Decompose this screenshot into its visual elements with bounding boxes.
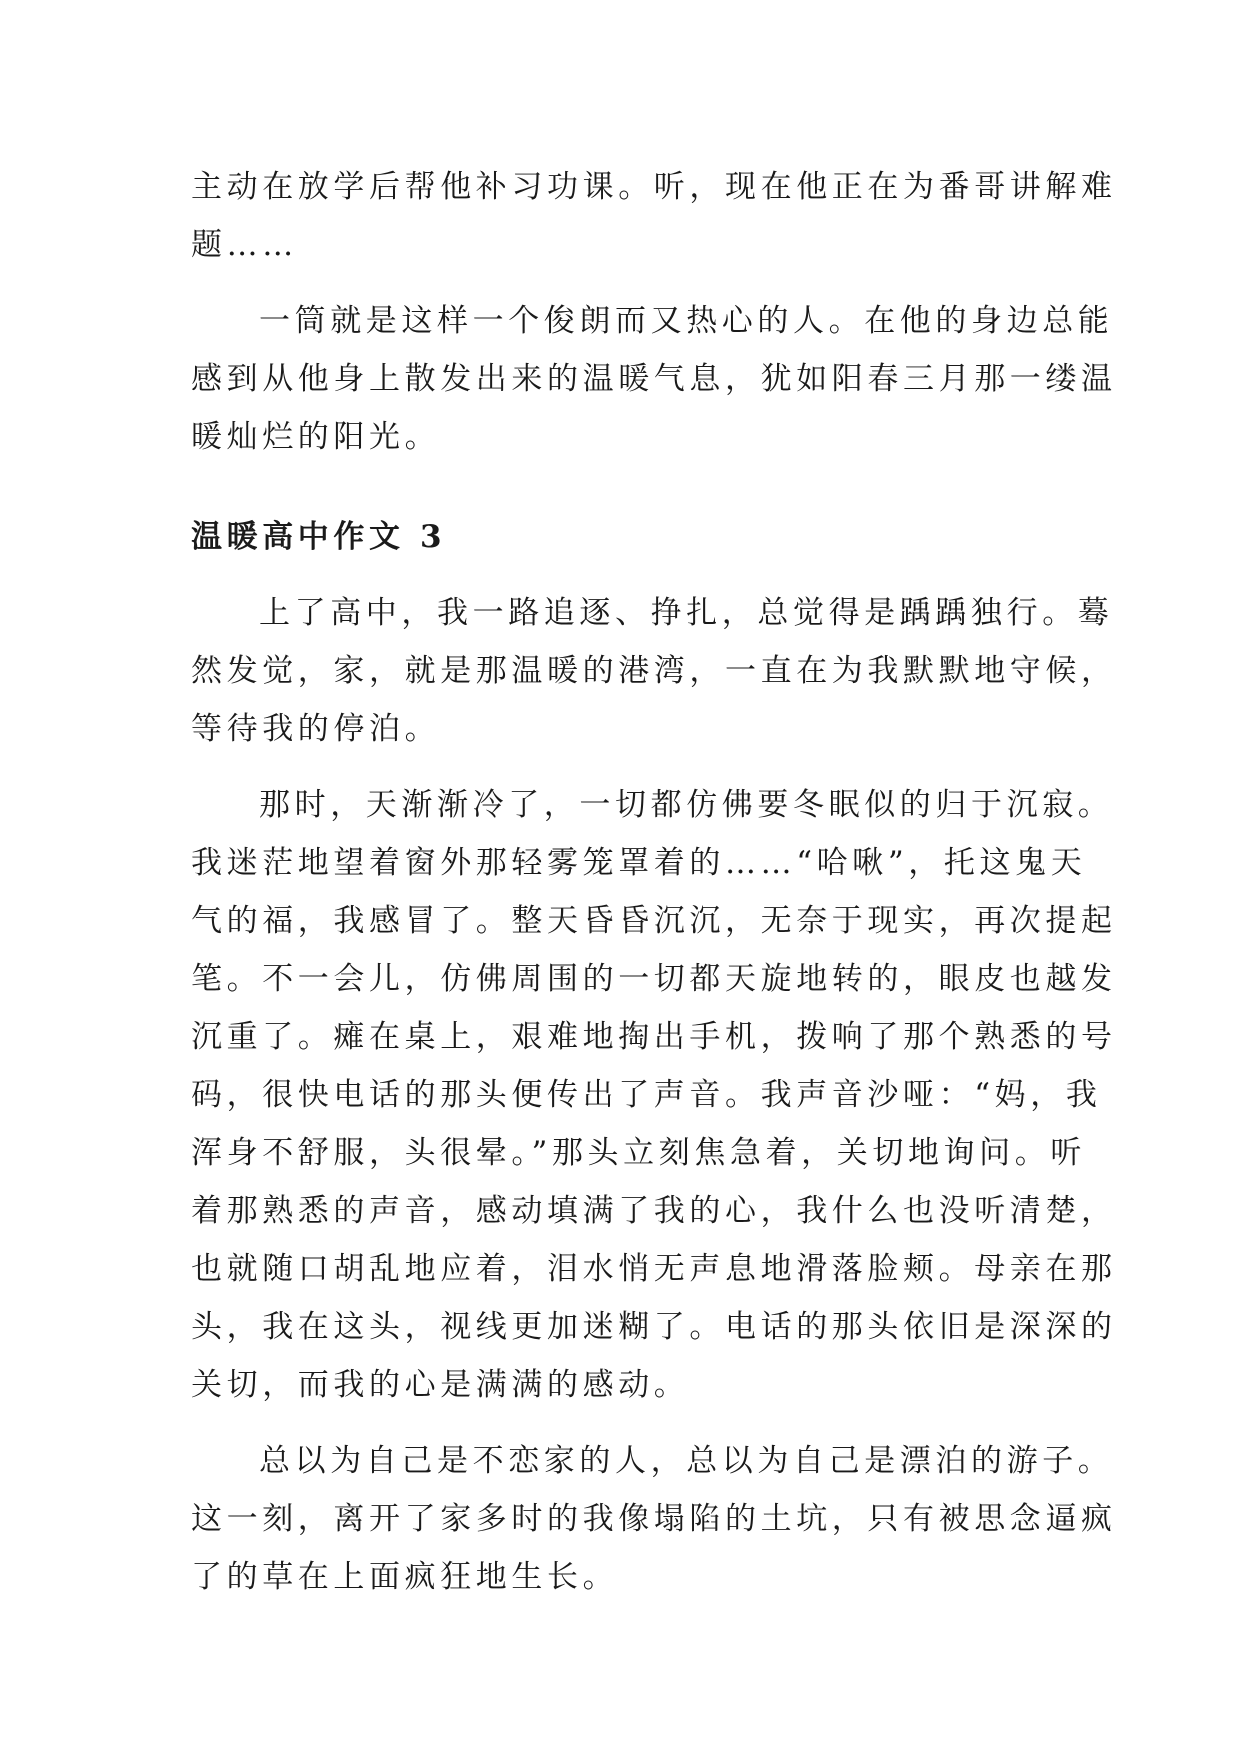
text-line: 着那熟悉的声音，感动填满了我的心，我什么也没听清楚， (191, 1193, 1117, 1229)
text-line: 码，很快电话的那头便传出了声音。我声音沙哑：“妈，我 (191, 1077, 1102, 1113)
text-line: 主动在放学后帮他补习功课。听，现在他正在为番哥讲解难 (191, 169, 1117, 205)
text-line: 笔。不一会儿，仿佛周围的一切都天旋地转的，眼皮也越发 (191, 961, 1117, 997)
section-heading: 温暖高中作文 3 (191, 519, 447, 555)
paragraph-1 (191, 158, 1117, 274)
paragraph-2 (191, 292, 1117, 466)
text-line: 一筒就是这样一个俊朗而又热心的人。在他的身边总能 (259, 303, 1114, 339)
text-line: 沉重了。瘫在桌上，艰难地掏出手机，拨响了那个熟悉的号 (191, 1019, 1117, 1055)
text-line: 气的福，我感冒了。整天昏昏沉沉，无奈于现实，再次提起 (191, 903, 1117, 939)
text-line: 浑身不舒服，头很晕。”那头立刻焦急着，关切地询问。听 (191, 1135, 1086, 1171)
text-line: 感到从他身上散发出来的温暖气息，犹如阳春三月那一缕温 (191, 361, 1117, 397)
text-line: 了的草在上面疯狂地生长。 (191, 1559, 619, 1595)
paragraph-spacer (191, 758, 1071, 776)
section-spacer (191, 466, 1071, 508)
paragraph-spacer (191, 1414, 1071, 1432)
paragraph-5 (191, 1432, 1117, 1606)
text-line: 关切，而我的心是满满的感动。 (191, 1367, 690, 1403)
paragraph-spacer (191, 566, 1071, 584)
text-line: 然发觉，家，就是那温暖的港湾，一直在为我默默地守候， (191, 653, 1117, 689)
paragraph-3 (191, 584, 1117, 758)
text-line: 暖灿烂的阳光。 (191, 419, 441, 455)
paragraph-spacer (191, 274, 1071, 292)
text-line: 这一刻，离开了家多时的我像塌陷的土坑，只有被思念逼疯 (191, 1501, 1117, 1537)
text-line: 那时，天渐渐冷了，一切都仿佛要冬眠似的归于沉寂。 (259, 787, 1114, 823)
text-line: 等待我的停泊。 (191, 711, 441, 747)
text-line: 上了高中，我一路追逐、挣扎，总觉得是踽踽独行。蓦 (259, 595, 1114, 631)
text-line: 我迷茫地望着窗外那轻雾笼罩着的……“哈啾”，托这鬼天 (191, 845, 1087, 881)
paragraph-4 (191, 776, 1117, 1414)
document-page (191, 158, 1117, 1606)
text-line: 题…… (191, 227, 298, 263)
text-line: 头，我在这头，视线更加迷糊了。电话的那头依旧是深深的 (191, 1309, 1117, 1345)
text-line: 也就随口胡乱地应着，泪水悄无声息地滑落脸颊。母亲在那 (191, 1251, 1117, 1287)
text-line: 总以为自己是不恋家的人，总以为自己是漂泊的游子。 (259, 1443, 1114, 1479)
